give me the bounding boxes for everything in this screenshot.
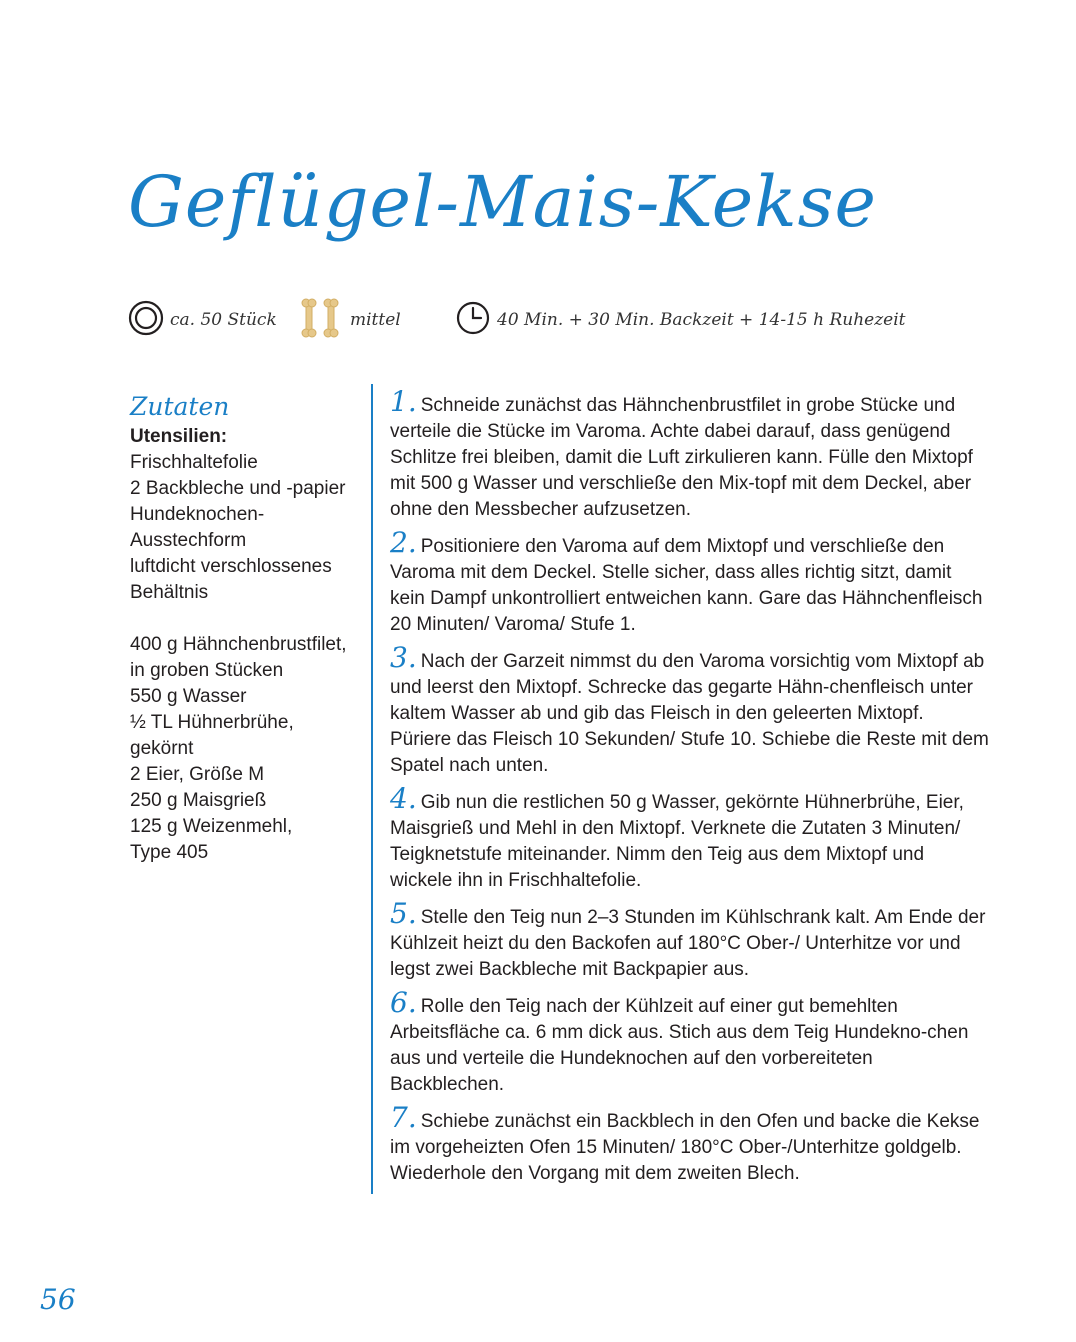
utensil-item: luftdicht verschlossenes — [130, 556, 332, 577]
ingredient-item: 550 g Wasser — [130, 686, 247, 707]
ingredient-item: 250 g Maisgrieß — [130, 790, 267, 811]
utensil-item: Ausstechform — [130, 530, 247, 551]
step-text: Schiebe zunächst ein Backblech in den Ofen und backe die Kekse im vorgeheizten Ofen 15 Minuten/ 180°C Ober-/Unterhitze goldgelb. Wiederhole den Vorgang mit dem zweiten Blech. — [390, 1111, 980, 1184]
step-number: 4. — [390, 782, 417, 815]
step-text: Positioniere den Varoma auf dem Mixtopf und verschließe den Varoma mit dem Deckel. Stelle sicher, dass alles richtig sitzt, damit kein Dampf unkontrolliert entweichen kann. Gare das Hähnchenfleisch 20 Minuten/ Varoma/ Stufe 1. — [390, 536, 983, 635]
ingredient-item: in groben Stücken — [130, 660, 284, 681]
yield-text: ca. 50 Stück — [170, 310, 277, 330]
utensil-item: 2 Backbleche und -papier — [130, 478, 346, 499]
ingredients-column — [130, 390, 365, 866]
yield-info — [128, 298, 277, 342]
ingredient-item: gekörnt — [130, 738, 194, 759]
step-number: 6. — [390, 986, 417, 1019]
step-1 — [390, 385, 990, 523]
ingredient-item: 400 g Hähnchenbrustfilet, — [130, 634, 347, 655]
step-text: Nach der Garzeit nimmst du den Varoma vorsichtig vom Mixtopf ab und leerst den Mixtopf. Schrecke das gegarte Hähn-chenfleisch unter kaltem Wasser ab und gib das Fleisch in den geleerten Mixtopf. Püriere das Fleisch 10 Sekunden/ Stufe 10. Schiebe die Reste mit dem Spatel nach unten. — [390, 651, 989, 776]
step-3 — [390, 641, 990, 779]
step-text: Stelle den Teig nun 2–3 Stunden im Kühlschrank kalt. Am Ende der Kühlzeit heizt du den Backofen auf 180°C Ober-/ Unterhitze vor und legst zwei Backbleche mit Backpapier aus. — [390, 907, 986, 980]
ingredient-item: Type 405 — [130, 842, 209, 863]
plate-icon — [128, 300, 164, 341]
step-text: Schneide zunächst das Hähnchenbrustfilet in grobe Stücke und verteile die Stücke im Varoma. Achte dabei darauf, dass genügend Schlitze frei bleiben, damit die Luft zirkulieren kann. Fülle den Mixtopf mit 500 g Wasser und verschließe den Mix-topf mit dem Deckel, aber ohne den Messbecher aufzusetzen. — [390, 395, 973, 520]
page-number: 56 — [40, 1283, 76, 1316]
recipe-title: Geflügel-Mais-Kekse — [128, 161, 877, 243]
column-divider — [371, 384, 373, 1194]
utensil-item: Behältnis — [130, 582, 209, 603]
step-text: Rolle den Teig nach der Kühlzeit auf einer gut bemehlten Arbeitsfläche ca. 6 mm dick aus. Stich aus dem Teig Hundekno-chen aus und verteile die Hundeknochen auf den vorbereiteten Backblechen. — [390, 996, 969, 1095]
step-text: Gib nun die restlichen 50 g Wasser, gekörnte Hühnerbrühe, Eier, Maisgrieß und Mehl in den Mixtopf. Verknete die Zutaten 3 Minuten/ Teigknetstufe miteinander. Nimm den Teig aus dem Mixtopf und wickele ihn in Frischhaltefolie. — [390, 792, 964, 891]
steps-column — [390, 385, 990, 1197]
step-number: 7. — [390, 1101, 417, 1134]
utensils-heading: Utensilien: — [130, 426, 228, 447]
difficulty-text: mittel — [350, 310, 401, 330]
utensil-item: Hundeknochen- — [130, 504, 265, 525]
step-4 — [390, 782, 990, 894]
step-2 — [390, 526, 990, 638]
ingredient-item: ½ TL Hühnerbrühe, — [130, 712, 294, 733]
step-number: 3. — [390, 641, 417, 674]
step-number: 5. — [390, 897, 417, 930]
time-text: 40 Min. + 30 Min. Backzeit + 14-15 h Ruhezeit — [497, 310, 906, 330]
step-7 — [390, 1101, 990, 1187]
ingredients-heading: Zutaten — [130, 392, 230, 421]
difficulty-info — [300, 298, 401, 342]
step-5 — [390, 897, 990, 983]
step-number: 1. — [390, 385, 417, 418]
utensil-item: Frischhaltefolie — [130, 452, 258, 473]
step-number: 2. — [390, 526, 417, 559]
dog-bone-icon — [300, 298, 344, 343]
time-info — [455, 298, 906, 342]
ingredient-item: 2 Eier, Größe M — [130, 764, 265, 785]
clock-icon — [455, 300, 491, 341]
ingredient-item: 125 g Weizenmehl, — [130, 816, 293, 837]
step-6 — [390, 986, 990, 1098]
